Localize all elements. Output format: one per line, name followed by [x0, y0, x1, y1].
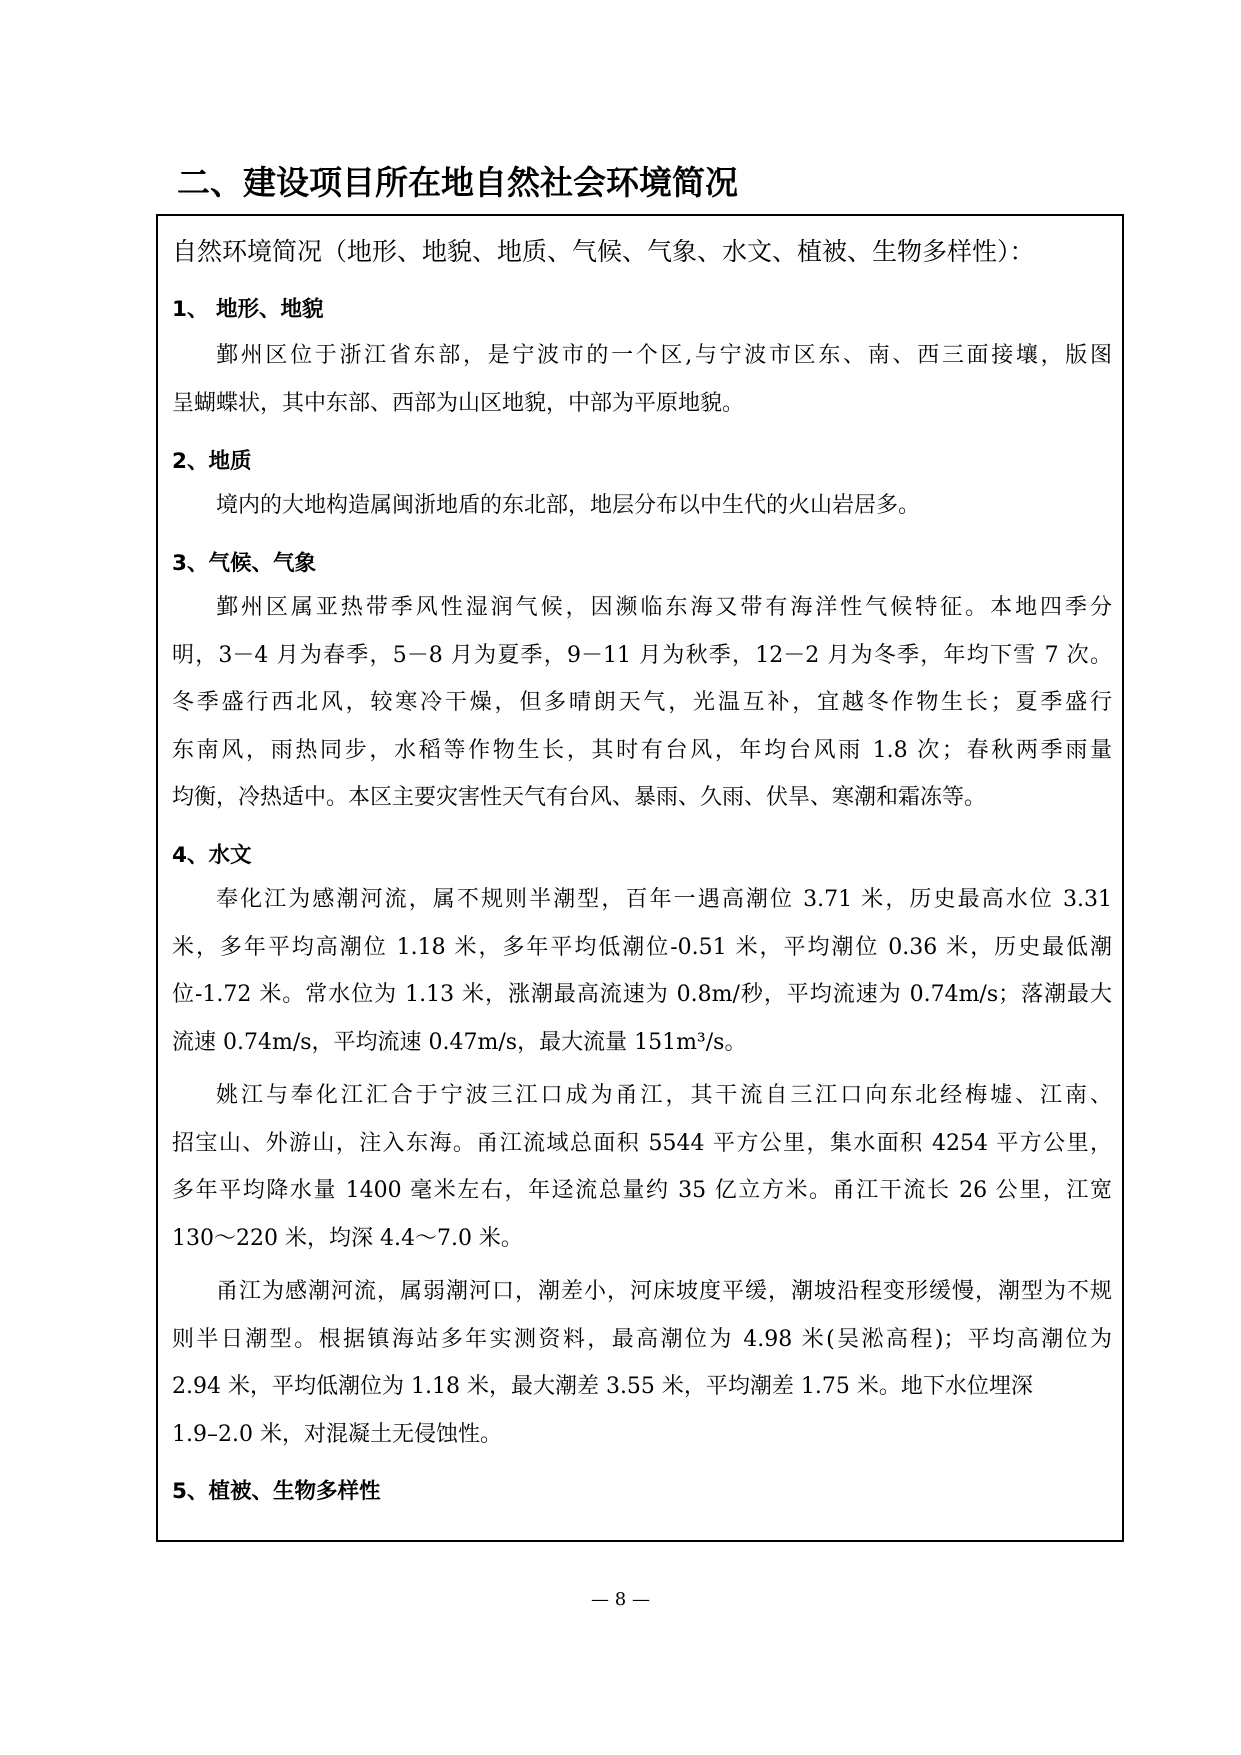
text-line: 流速 0.74m/s，平均流速 0.47m/s，最大流量 151m³/s。 [172, 1029, 747, 1055]
section-heading-geology: 2、地质 [172, 449, 252, 474]
page-title: 二、建设项目所在地自然社会环境简况 [177, 163, 738, 202]
text-line: 米，多年平均高潮位 1.18 米，多年平均低潮位-0.51 米，平均潮位 0.36 米，历史最低潮 [172, 934, 1112, 960]
text-line: 1.9–2.0 米，对混凝土无侵蚀性。 [172, 1421, 502, 1447]
text-line: 招宝山、外游山，注入东海。甬江流域总面积 5544 平方公里，集水面积 4254 平方公里， [172, 1130, 1112, 1156]
text-line: 呈蝴蝶状，其中东部、西部为山区地貌，中部为平原地貌。 [172, 390, 745, 416]
paragraph-terrain [172, 332, 1112, 427]
text-line: 甬江为感潮河流，属弱潮河口，潮差小，河床坡度平缓，潮坡沿程变形缓慢，潮型为不规 [216, 1279, 1112, 1304]
paragraph-hydrology-2 [172, 1072, 1112, 1262]
section-heading-climate: 3、气候、气象 [172, 551, 316, 576]
section-heading-terrain: 1、 地形、地貌 [172, 297, 324, 322]
text-line: 2.94 米，平均低潮位为 1.18 米，最大潮差 3.55 米，平均潮差 1.75 米。地下水位埋深 [172, 1374, 1033, 1400]
text-line: 姚江与奉化江汇合于宁波三江口成为甬江，其干流自三江口向东北经梅墟、江南、 [216, 1083, 1112, 1108]
text-line: 则半日潮型。根据镇海站多年实测资料，最高潮位为 4.98 米(吴淞高程)；平均高潮位为 [172, 1326, 1112, 1352]
section-heading-vegetation: 5、植被、生物多样性 [172, 1479, 381, 1504]
text-line: 冬季盛行西北风，较寒冷干燥，但多晴朗天气，光温互补，宜越冬作物生长；夏季盛行 [172, 690, 1112, 716]
paragraph-hydrology-1 [172, 876, 1112, 1066]
text-line: 明，3－4 月为春季，5－8 月为夏季，9－11 月为秋季，12－2 月为冬季，年均下雪 7 次。 [172, 642, 1112, 668]
text-line: 境内的大地构造属闽浙地盾的东北部，地层分布以中生代的火山岩居多。 [216, 493, 921, 518]
text-line: 东南风，雨热同步，水稻等作物生长，其时有台风，年均台风雨 1.8 次；春秋两季雨量 [172, 737, 1112, 763]
paragraph-geology [172, 482, 1112, 530]
section-heading-hydrology: 4、水文 [172, 843, 252, 868]
text-line: 均衡，冷热适中。本区主要灾害性天气有台风、暴雨、久雨、伏旱、寒潮和霜冻等。 [172, 785, 987, 811]
text-line: 130～220 米，均深 4.4～7.0 米。 [172, 1225, 523, 1251]
content-box [156, 214, 1124, 1542]
text-line: 多年平均降水量 1400 毫米左右，年迳流总量约 35 亿立方米。甬江干流长 26 公里，江宽 [172, 1178, 1112, 1204]
paragraph-climate [172, 584, 1112, 822]
box-heading: 自然环境简况（地形、地貌、地质、气候、气象、水文、植被、生物多样性）： [172, 237, 1035, 266]
page-number: — 8 — [591, 1589, 650, 1610]
text-line: 奉化江为感潮河流，属不规则半潮型，百年一遇高潮位 3.71 米，历史最高水位 3.31 [216, 887, 1112, 912]
text-line: 鄞州区位于浙江省东部，是宁波市的一个区,与宁波市区东、南、西三面接壤，版图 [216, 343, 1112, 368]
text-line: 鄞州区属亚热带季风性湿润气候，因濒临东海又带有海洋性气候特征。本地四季分 [216, 595, 1112, 620]
paragraph-hydrology-3 [172, 1268, 1112, 1458]
text-line: 位-1.72 米。常水位为 1.13 米，涨潮最高流速为 0.8m/秒，平均流速为 0.74m/s；落潮最大 [172, 982, 1112, 1008]
